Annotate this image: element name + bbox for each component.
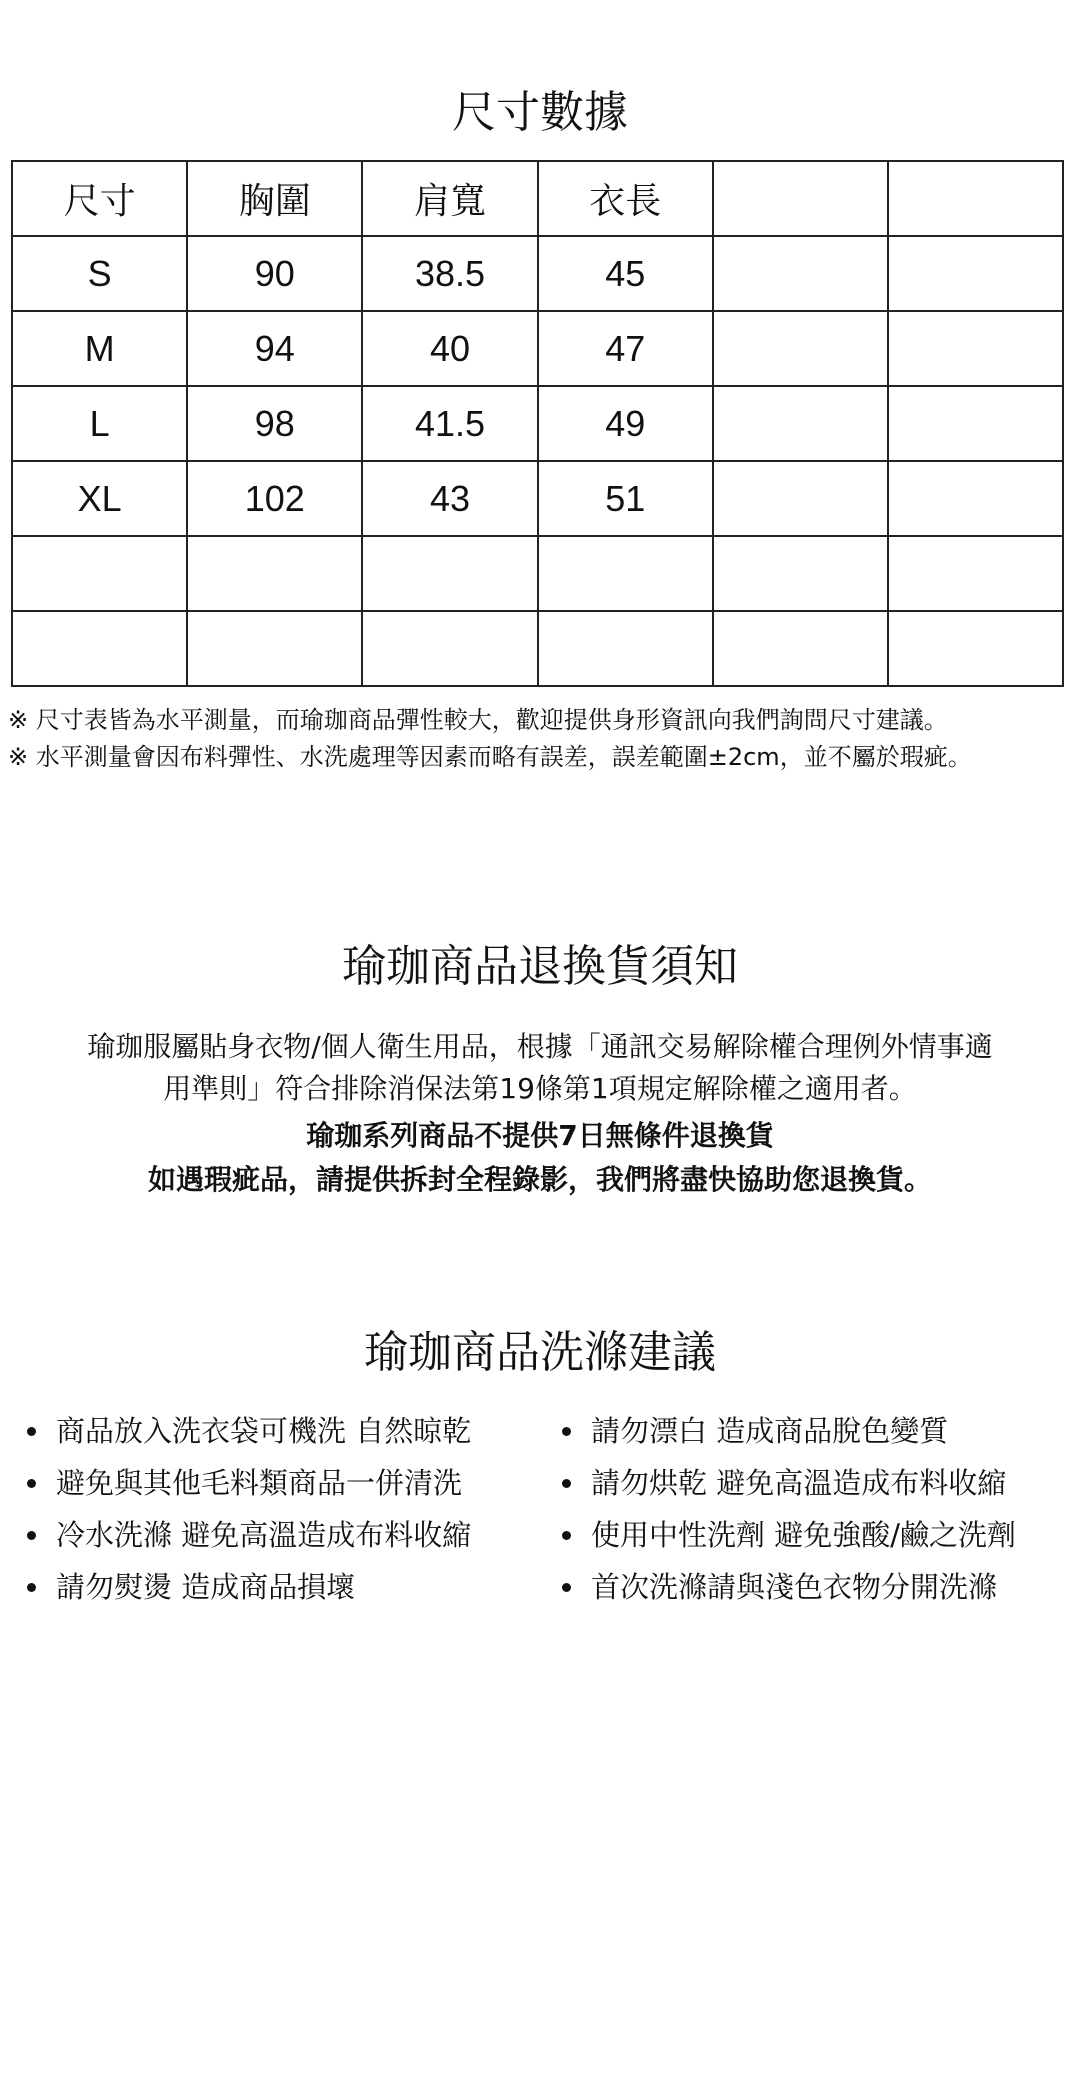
table-cell xyxy=(713,236,888,311)
table-cell: 衣長 xyxy=(538,161,713,236)
table-cell xyxy=(713,461,888,536)
table-header-row xyxy=(12,161,1063,236)
table-cell xyxy=(187,611,362,686)
return-bold-text: 瑜珈系列商品不提供7日無條件退換貨 xyxy=(306,1119,774,1152)
table-cell xyxy=(713,386,888,461)
table-cell: 尺寸 xyxy=(12,161,187,236)
table-cell xyxy=(713,536,888,611)
table-cell xyxy=(888,461,1063,536)
table-row xyxy=(12,236,1063,311)
table-cell: 47 xyxy=(538,311,713,386)
table-cell xyxy=(713,311,888,386)
size-table xyxy=(11,160,1064,687)
table-cell xyxy=(12,611,187,686)
size-title: 尺寸數據 xyxy=(452,87,628,138)
return-bold-text: 如遇瑕疵品，請提供拆封全程錄影，我們將盡快協助您退換貨。 xyxy=(147,1163,932,1196)
table-cell: 胸圍 xyxy=(187,161,362,236)
table-cell xyxy=(713,611,888,686)
wash-list-left xyxy=(27,1405,471,1613)
table-cell: 肩寬 xyxy=(362,161,537,236)
table-cell xyxy=(888,536,1063,611)
table-cell: 38.5 xyxy=(362,236,537,311)
list-item: 請勿漂白 造成商品脫色變質 xyxy=(562,1405,1016,1457)
table-cell xyxy=(888,236,1063,311)
return-text: 用準則」符合排除消保法第19條第1項規定解除權之適用者。 xyxy=(163,1072,917,1105)
size-note: ※ 水平測量會因布料彈性、水洗處理等因素而略有誤差，誤差範圍±2cm，並不屬於瑕疵。 xyxy=(8,743,972,771)
table-cell xyxy=(12,536,187,611)
table-cell: 41.5 xyxy=(362,386,537,461)
list-item: 商品放入洗衣袋可機洗 自然晾乾 xyxy=(27,1405,471,1457)
list-item: 請勿熨燙 造成商品損壞 xyxy=(27,1561,471,1613)
size-note: ※ 尺寸表皆為水平測量，而瑜珈商品彈性較大，歡迎提供身形資訊向我們詢問尺寸建議。 xyxy=(8,706,948,734)
table-cell: 51 xyxy=(538,461,713,536)
wash-list-right xyxy=(562,1405,1016,1613)
table-cell xyxy=(362,611,537,686)
list-item: 首次洗滌請與淺色衣物分開洗滌 xyxy=(562,1561,1016,1613)
table-row xyxy=(12,311,1063,386)
table-cell xyxy=(888,611,1063,686)
return-text: 瑜珈服屬貼身衣物/個人衛生用品，根據「通訊交易解除權合理例外情事適 xyxy=(87,1030,993,1063)
table-cell: 40 xyxy=(362,311,537,386)
list-item: 冷水洗滌 避免高溫造成布料收縮 xyxy=(27,1509,471,1561)
table-cell: 102 xyxy=(187,461,362,536)
table-cell xyxy=(888,311,1063,386)
table-cell xyxy=(538,536,713,611)
table-row xyxy=(12,386,1063,461)
table-cell: 90 xyxy=(187,236,362,311)
return-title: 瑜珈商品退換貨須知 xyxy=(342,941,738,992)
table-cell: 43 xyxy=(362,461,537,536)
table-row xyxy=(12,461,1063,536)
table-row xyxy=(12,611,1063,686)
table-cell: S xyxy=(12,236,187,311)
table-cell: M xyxy=(12,311,187,386)
table-cell: 94 xyxy=(187,311,362,386)
list-item: 使用中性洗劑 避免強酸/鹼之洗劑 xyxy=(562,1509,1016,1561)
table-cell: 45 xyxy=(538,236,713,311)
table-cell: XL xyxy=(12,461,187,536)
list-item: 請勿烘乾 避免高溫造成布料收縮 xyxy=(562,1457,1016,1509)
table-cell: 98 xyxy=(187,386,362,461)
table-row xyxy=(12,536,1063,611)
wash-title: 瑜珈商品洗滌建議 xyxy=(364,1327,716,1378)
table-cell xyxy=(362,536,537,611)
table-cell xyxy=(538,611,713,686)
table-cell xyxy=(713,161,888,236)
table-cell xyxy=(888,386,1063,461)
list-item: 避免與其他毛料類商品一併清洗 xyxy=(27,1457,471,1509)
table-cell xyxy=(187,536,362,611)
table-cell: L xyxy=(12,386,187,461)
table-cell xyxy=(888,161,1063,236)
table-cell: 49 xyxy=(538,386,713,461)
